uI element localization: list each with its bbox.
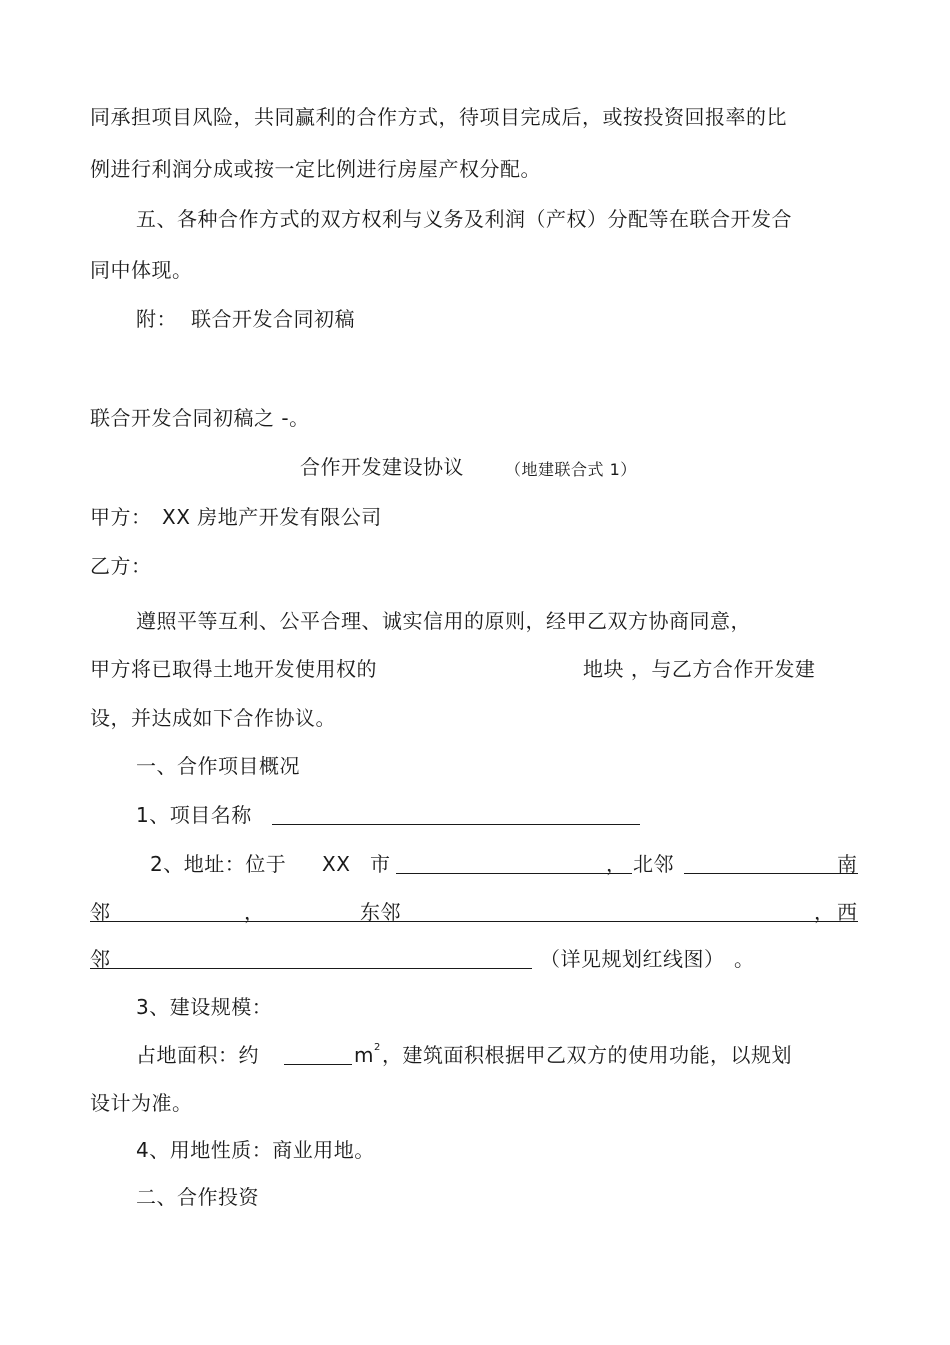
- section-heading: 一、合作项目概况: [136, 754, 300, 778]
- west-blank: [90, 968, 532, 969]
- item-label: 1、项目名称: [136, 803, 252, 827]
- area-label: 占地面积：约: [136, 1043, 259, 1067]
- party-a-label: 甲方：: [90, 505, 152, 529]
- address-city: XX: [322, 852, 351, 876]
- area-unit: [354, 1041, 381, 1069]
- address-text: （详见规划红线图）: [540, 947, 725, 971]
- address-text: 。: [734, 947, 755, 971]
- paragraph-line: 同承担项目风险，共同赢利的合作方式，待项目完成后，或按投资回报率的比: [90, 105, 787, 129]
- city-address-blank: [396, 873, 632, 874]
- address-text: 东邻: [360, 900, 401, 924]
- north-blank: [684, 873, 858, 874]
- item-label: 2、地址：位于: [150, 852, 287, 876]
- area-blank: [284, 1064, 352, 1065]
- section-heading: 二、合作投资: [136, 1185, 259, 1209]
- item-label: 4、用地性质：商业用地。: [136, 1138, 375, 1162]
- address-text: 北邻: [633, 852, 674, 876]
- item-label: 3、建设规模：: [136, 995, 273, 1019]
- paragraph-line: ，建筑面积根据甲乙双方的使用功能，以规划: [382, 1043, 792, 1067]
- address-text: 邻: [90, 900, 111, 924]
- address-text: 西: [837, 900, 858, 924]
- area-unit-superscript: 2: [373, 1042, 381, 1053]
- area-unit-text: m: [354, 1043, 374, 1067]
- paragraph-line: 设，并达成如下合作协议。: [90, 706, 336, 730]
- address-text: ，: [814, 900, 835, 924]
- paragraph-line: 遵照平等互利、公平合理、诚实信用的原则，经甲乙双方协商同意，: [136, 609, 751, 633]
- address-text: 市: [370, 852, 391, 876]
- address-text: 邻: [90, 947, 111, 971]
- paragraph-line: 同中体现。: [90, 258, 193, 282]
- attachment-label: 附：: [136, 307, 177, 331]
- party-b-label: 乙方：: [90, 554, 152, 578]
- address-text: 南: [837, 852, 858, 876]
- address-text: ，: [606, 852, 627, 876]
- draft-heading: 联合开发合同初稿之 -。: [90, 406, 310, 430]
- project-name-blank: [272, 824, 640, 825]
- agreement-subtitle: （地建联合式 1）: [505, 460, 637, 479]
- address-text: ，: [244, 900, 265, 924]
- paragraph-line: 设计为准。: [90, 1091, 193, 1115]
- attachment-title: 联合开发合同初稿: [191, 307, 355, 331]
- party-a-value: XX 房地产开发有限公司: [162, 505, 382, 529]
- paragraph-line: 五、各种合作方式的双方权利与义务及利润（产权）分配等在联合开发合: [136, 207, 792, 231]
- paragraph-line: 例进行利润分成或按一定比例进行房屋产权分配。: [90, 157, 541, 181]
- south-east-blank: [90, 921, 858, 922]
- paragraph-line: 甲方将已取得土地开发使用权的: [90, 657, 377, 681]
- agreement-title: 合作开发建设协议: [300, 455, 464, 479]
- paragraph-line: 地块 ，与乙方合作开发建: [583, 657, 816, 681]
